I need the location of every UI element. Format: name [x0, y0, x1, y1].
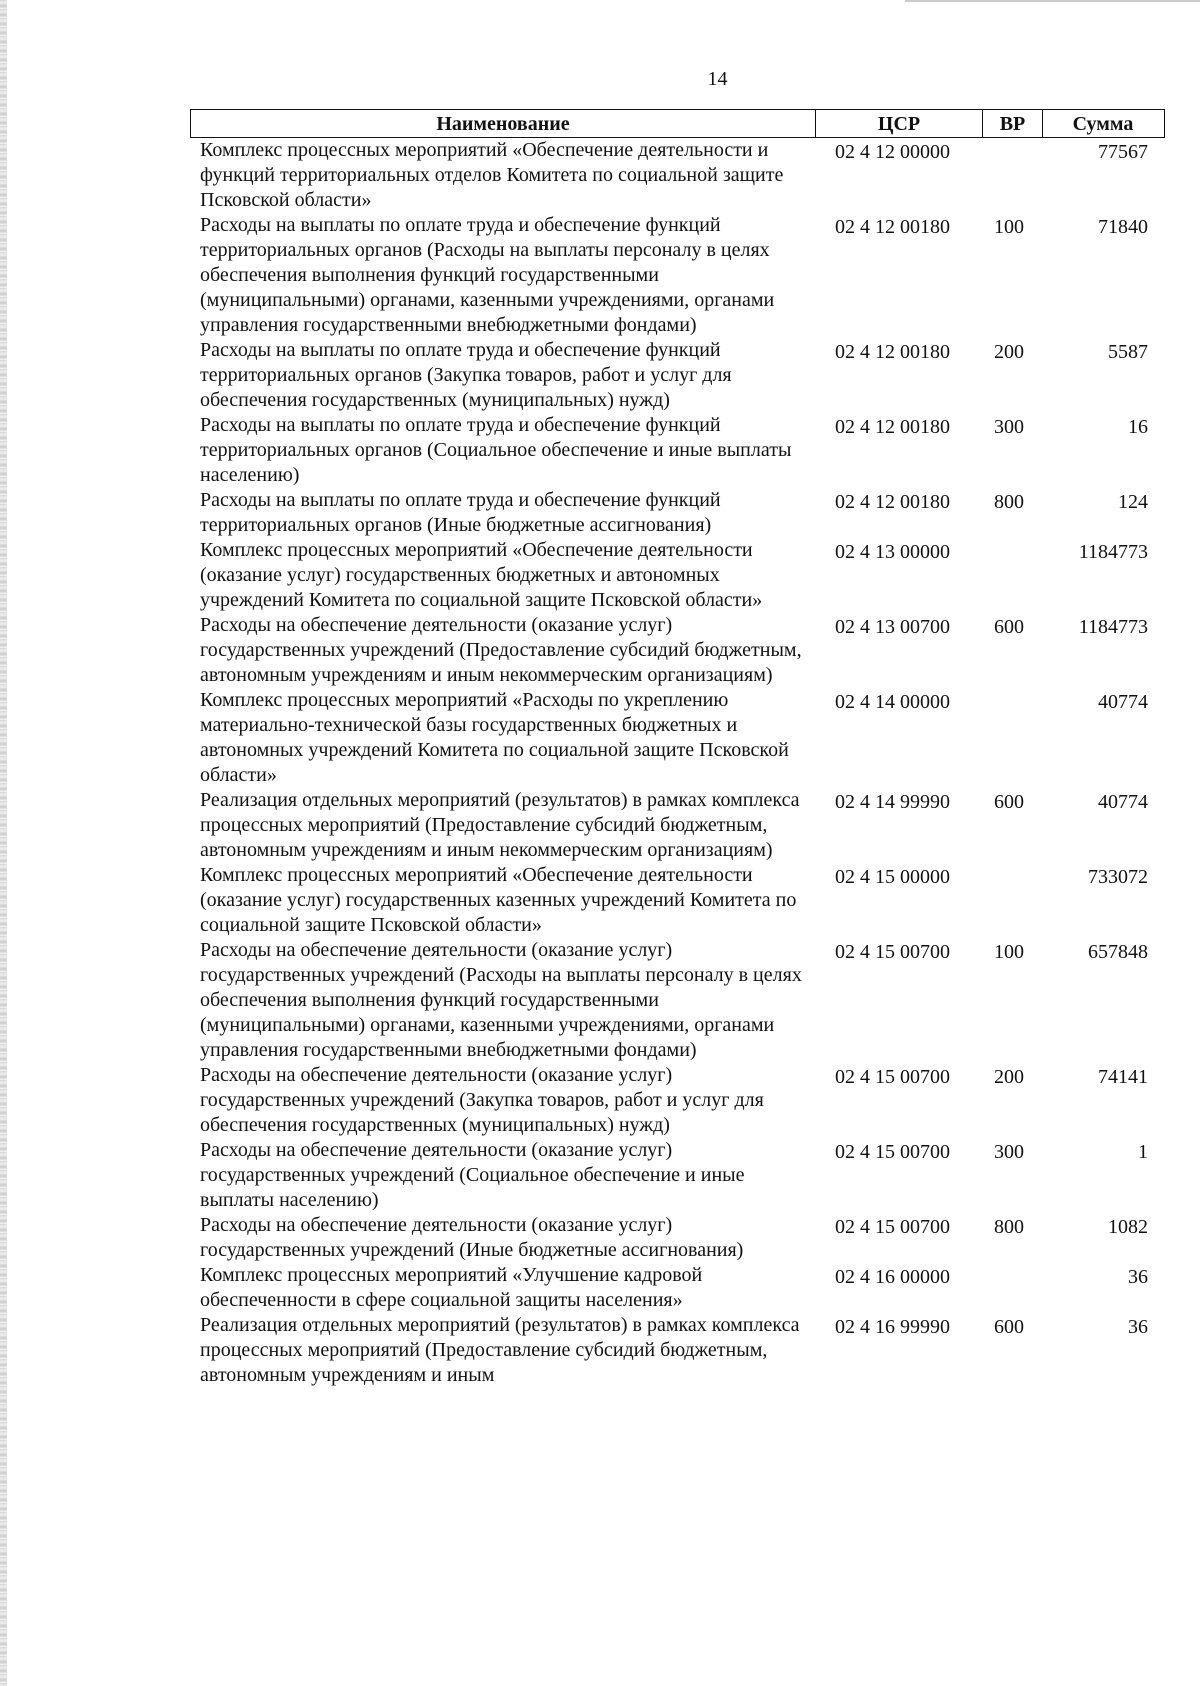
row-name: Комплекс процессных мероприятий «Улучшение кадровой обеспеченности в сфере социальной защиты населения»: [200, 1264, 703, 1311]
row-csr: 02 4 12 00180: [835, 416, 950, 438]
table-row: [190, 413, 1165, 488]
row-vr: [982, 538, 1042, 613]
row-csr: 02 4 16 00000: [835, 1266, 950, 1288]
table-row: [190, 863, 1165, 938]
budget-table: [190, 109, 1165, 1388]
row-name: Расходы на обеспечение деятельности (оказание услуг) государственных учреждений (Иные бюджетные ассигнования): [200, 1214, 744, 1261]
table-row: [190, 138, 1165, 213]
row-csr: 02 4 14 99990: [835, 791, 950, 813]
table-row: [190, 688, 1165, 788]
row-vr: 200: [994, 1066, 1024, 1088]
row-sum: 16: [1128, 416, 1148, 438]
row-vr: [982, 688, 1042, 788]
row-csr: 02 4 16 99990: [835, 1316, 950, 1338]
row-sum: 1184773: [1078, 541, 1148, 563]
table-row: [190, 1063, 1165, 1138]
row-vr: 600: [994, 616, 1024, 638]
row-vr: 200: [994, 341, 1024, 363]
row-vr: 100: [994, 216, 1024, 238]
row-vr: 600: [994, 791, 1024, 813]
header-sum: Сумма: [1072, 113, 1134, 135]
row-name: Расходы на обеспечение деятельности (оказание услуг) государственных учреждений (Предоставление субсидий бюджетным, автономным учреждениям и иным некоммерческим организациям): [200, 614, 802, 686]
row-vr: 300: [994, 1141, 1024, 1163]
row-sum: 71840: [1098, 216, 1148, 238]
row-sum: 124: [1118, 491, 1148, 513]
table-header: [190, 109, 1165, 138]
row-vr: 300: [994, 416, 1024, 438]
row-name: Комплекс процессных мероприятий «Обеспечение деятельности (оказание услуг) государственных казенных учреждений Комитета по социальной защите Псковской области»: [200, 864, 797, 936]
row-name: Расходы на обеспечение деятельности (оказание услуг) государственных учреждений (Расходы на выплаты персоналу в целях обеспечения выполнения функций государственными (муниципальными) органами, казенными учреждениями, органами управления государственными внебюджетными фондами): [200, 939, 802, 1061]
row-name: Реализация отдельных мероприятий (результатов) в рамках комплекса процессных мероприятий (Предоставление субсидий бюджетным, автономным учреждениям и иным некоммерческим организациям): [200, 789, 800, 861]
row-sum: 733072: [1088, 866, 1148, 888]
row-vr: 800: [994, 1216, 1024, 1238]
row-csr: 02 4 14 00000: [835, 691, 950, 713]
table-row: [190, 938, 1165, 1063]
row-csr: 02 4 15 00700: [835, 941, 950, 963]
row-csr: 02 4 15 00700: [835, 1141, 950, 1163]
row-name: Комплекс процессных мероприятий «Обеспечение деятельности (оказание услуг) государственных бюджетных и автономных учреждений Комитета по социальной защите Псковской области»: [200, 539, 763, 611]
row-sum: 36: [1128, 1316, 1148, 1338]
table-row: [190, 788, 1165, 863]
row-sum: 1: [1138, 1141, 1148, 1163]
row-sum: 77567: [1098, 141, 1148, 163]
row-csr: 02 4 12 00180: [835, 341, 950, 363]
row-vr: 600: [994, 1316, 1024, 1338]
table-row: [190, 1213, 1165, 1263]
row-name: Реализация отдельных мероприятий (результатов) в рамках комплекса процессных мероприятий (Предоставление субсидий бюджетным, автономным учреждениям и иным: [200, 1314, 800, 1386]
table-row: [190, 338, 1165, 413]
header-vr: ВР: [983, 110, 1043, 137]
row-sum: 657848: [1088, 941, 1148, 963]
row-name: Комплекс процессных мероприятий «Расходы по укреплению материально-технической базы государственных бюджетных и автономных учреждений Комитета по социальной защите Псковской области»: [200, 689, 789, 786]
row-vr: [982, 1263, 1042, 1313]
table-row: [190, 538, 1165, 613]
row-vr: [982, 138, 1042, 213]
row-sum: 1184773: [1078, 616, 1148, 638]
row-name: Комплекс процессных мероприятий «Обеспечение деятельности и функций территориальных отделов Комитета по социальной защите Псковской области»: [200, 139, 784, 211]
row-sum: 36: [1128, 1266, 1148, 1288]
table-row: [190, 1313, 1165, 1388]
table-row: [190, 1138, 1165, 1213]
row-csr: 02 4 15 00700: [835, 1216, 950, 1238]
row-name: Расходы на выплаты по оплате труда и обеспечение функций территориальных органов (Расходы на выплаты персоналу в целях обеспечения выполнения функций государственными (муниципальными) органами, казенными учреждениями, органами управления государственными внебюджетными фондами): [200, 214, 775, 336]
row-name: Расходы на обеспечение деятельности (оказание услуг) государственных учреждений (Социальное обеспечение и иные выплаты населению): [200, 1139, 745, 1211]
table-row: [190, 613, 1165, 688]
row-name: Расходы на обеспечение деятельности (оказание услуг) государственных учреждений (Закупка товаров, работ и услуг для обеспечения государственных (муниципальных) нужд): [200, 1064, 764, 1136]
scan-top-line: [905, 0, 1200, 2]
header-csr: ЦСР: [816, 110, 983, 137]
table-row: [190, 488, 1165, 538]
row-csr: 02 4 15 00700: [835, 1066, 950, 1088]
row-csr: 02 4 12 00180: [835, 216, 950, 238]
row-sum: 40774: [1098, 691, 1148, 713]
row-sum: 1082: [1108, 1216, 1148, 1238]
row-csr: 02 4 12 00000: [835, 141, 950, 163]
row-vr: 100: [994, 941, 1024, 963]
row-csr: 02 4 13 00700: [835, 616, 950, 638]
row-sum: 5587: [1108, 341, 1148, 363]
scan-edge: [0, 0, 7, 1686]
row-csr: 02 4 13 00000: [835, 541, 950, 563]
table-row: [190, 1263, 1165, 1313]
row-name: Расходы на выплаты по оплате труда и обеспечение функций территориальных органов (Закупка товаров, работ и услуг для обеспечения государственных (муниципальных) нужд): [200, 339, 732, 411]
row-vr: [982, 863, 1042, 938]
table-row: [190, 213, 1165, 338]
header-name: Наименование: [191, 110, 816, 137]
row-sum: 40774: [1098, 791, 1148, 813]
row-vr: 800: [994, 491, 1024, 513]
page-number: 14: [707, 68, 728, 90]
row-name: Расходы на выплаты по оплате труда и обеспечение функций территориальных органов (Социальное обеспечение и иные выплаты населению): [200, 414, 792, 486]
row-sum: 74141: [1098, 1066, 1148, 1088]
row-csr: 02 4 15 00000: [835, 866, 950, 888]
row-csr: 02 4 12 00180: [835, 491, 950, 513]
row-name: Расходы на выплаты по оплате труда и обеспечение функций территориальных органов (Иные бюджетные ассигнования): [200, 489, 721, 536]
